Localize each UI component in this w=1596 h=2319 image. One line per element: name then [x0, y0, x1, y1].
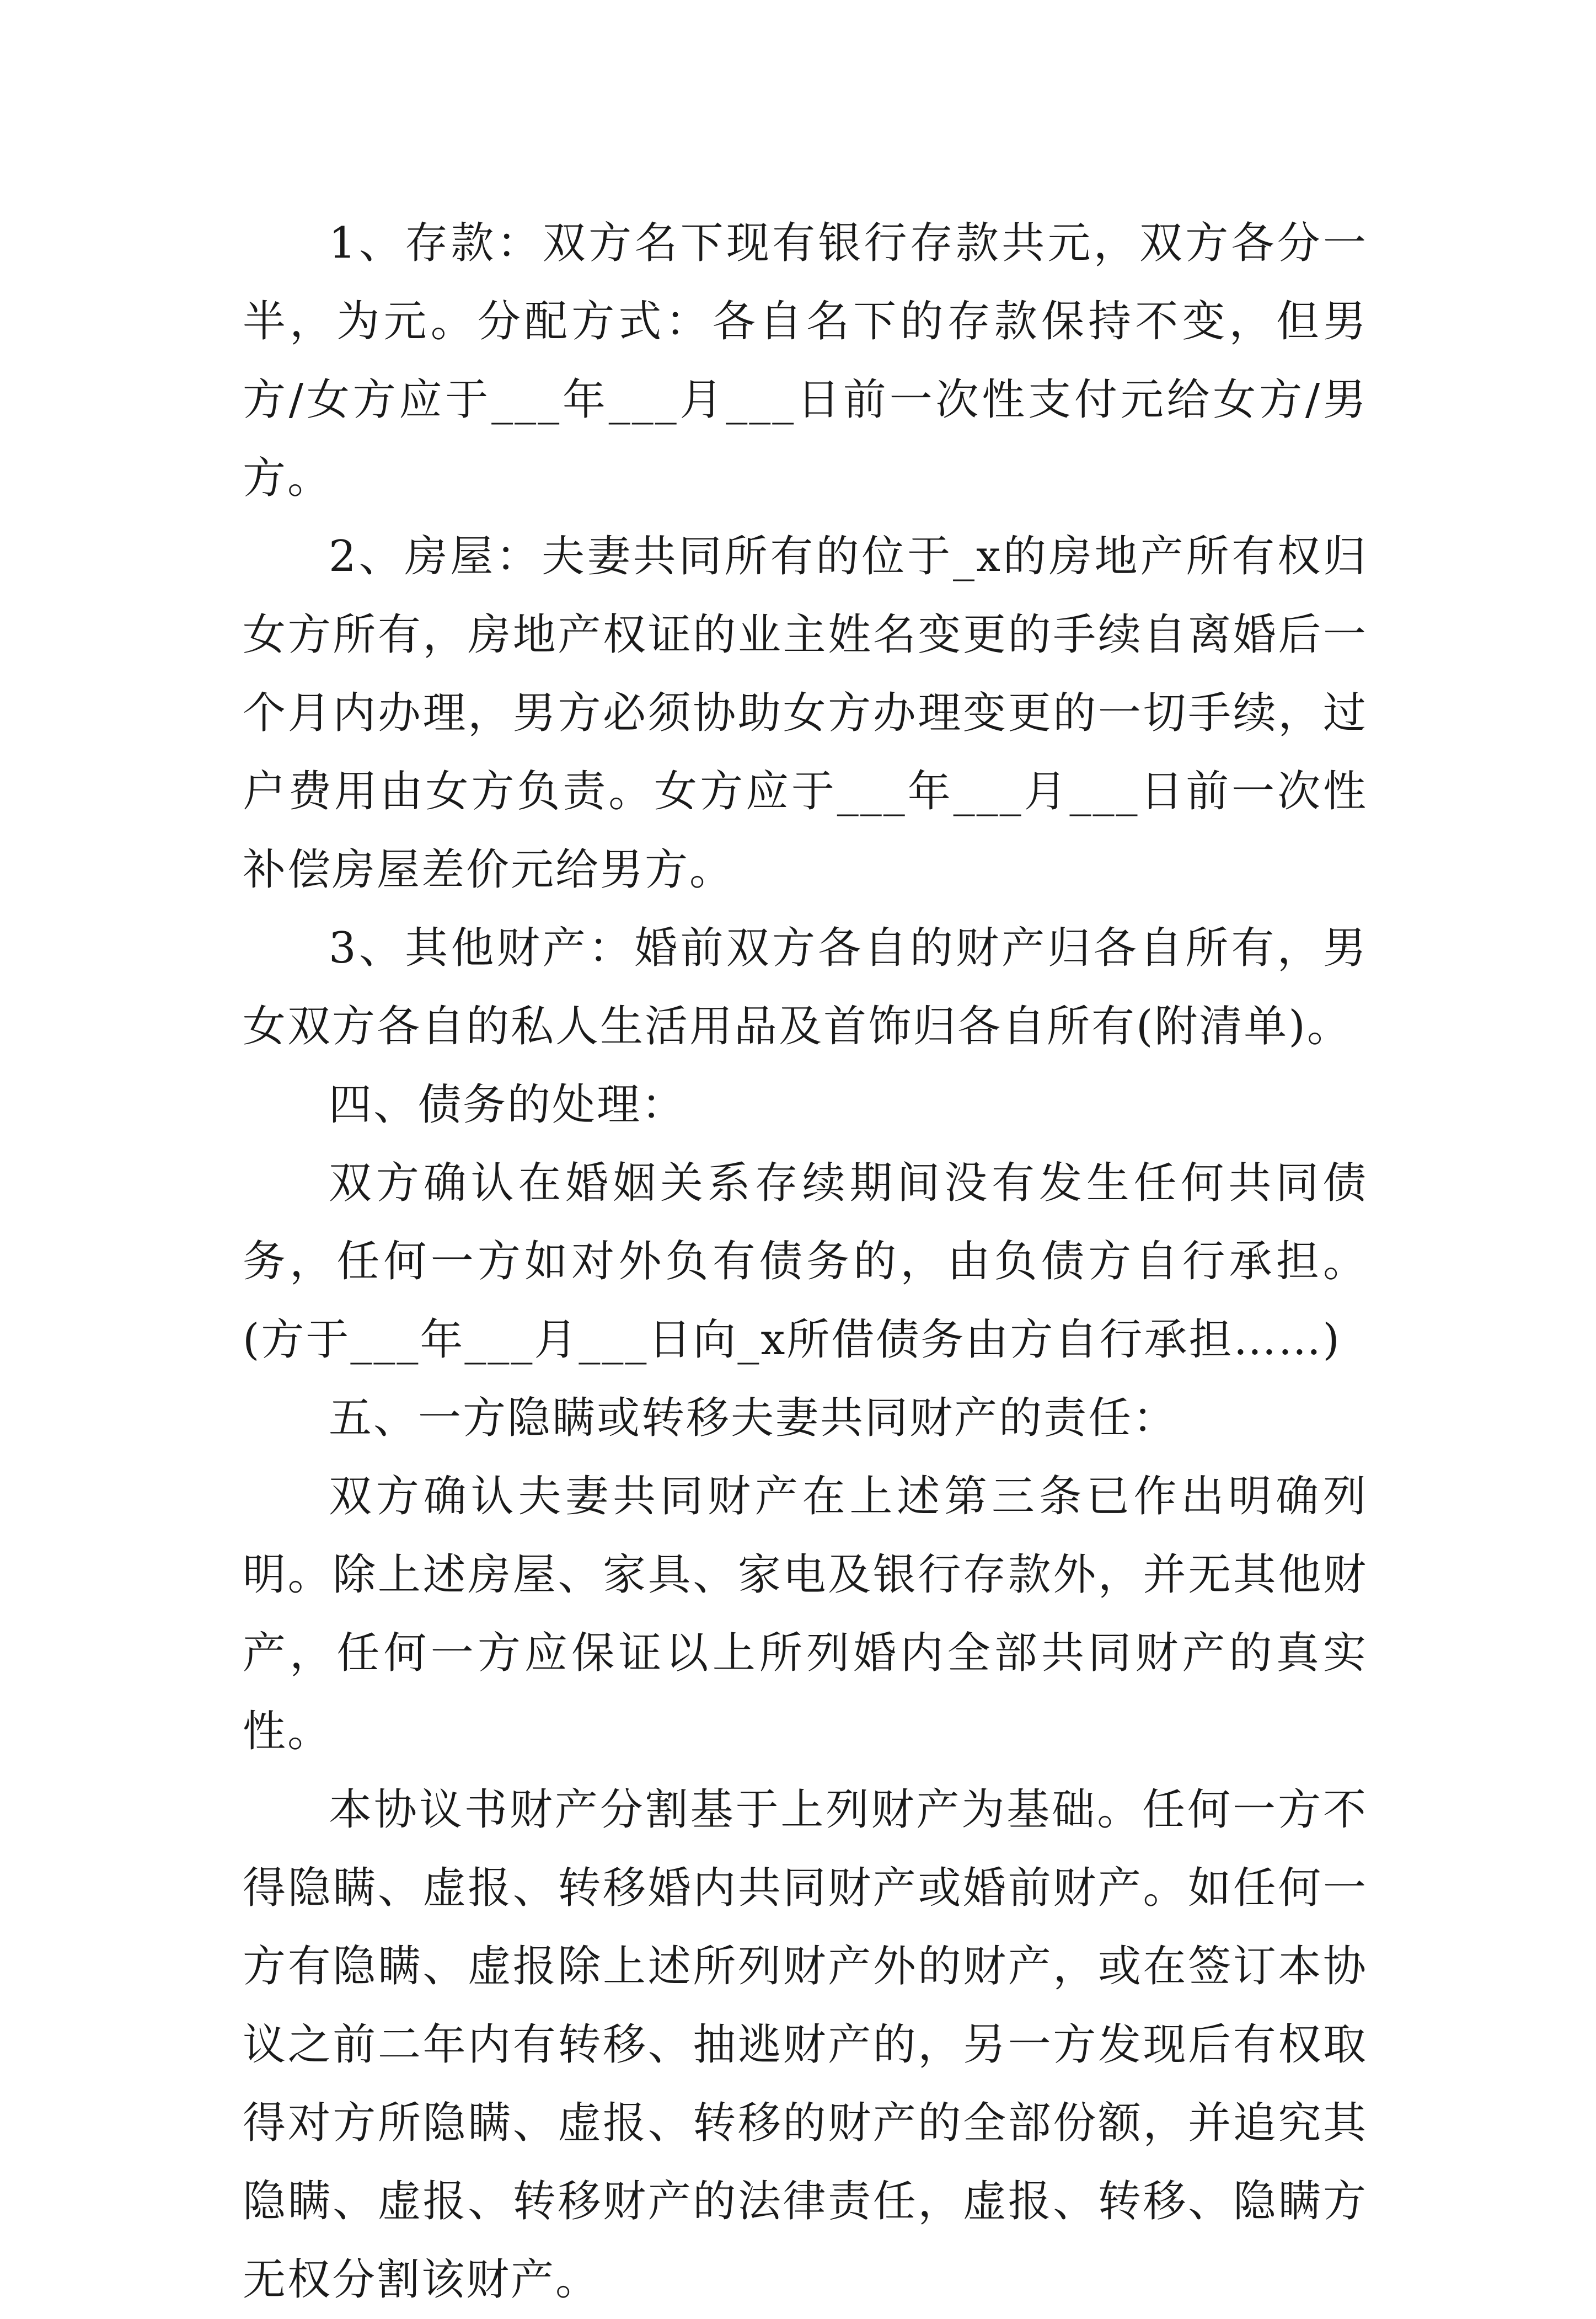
paragraph-house: 2、房屋：夫妻共同所有的位于_x的房地产所有权归女方所有，房地产权证的业主姓名变更的手续自离婚后一个月内办理，男方必须协助女方办理变更的一切手续，过户费用由女方负责。女方应于___年___月___日前一次性补偿房屋差价元给男方。 — [243, 532, 1368, 895]
document-page — [243, 204, 1368, 2319]
paragraph-other-property: 3、其他财产：婚前双方各自的财产归各自所有，男女双方各自的私人生活用品及首饰归各自所有(附清单)。 — [243, 923, 1368, 1051]
section-heading-concealment: 五、一方隐瞒或转移夫妻共同财产的责任： — [329, 1393, 1178, 1443]
section-heading-debt: 四、债务的处理： — [329, 1080, 687, 1130]
paragraph-property-confirmation: 双方确认夫妻共同财产在上述第三条已作出明确列明。除上述房屋、家具、家电及银行存款外，并无其他财产，任何一方应保证以上所列婚内全部共同财产的真实性。 — [243, 1472, 1368, 1756]
paragraph-debt: 双方确认在婚姻关系存续期间没有发生任何共同债务，任何一方如对外负有债务的，由负债方自行承担。(方于___年___月___日向_x所借债务由方自行承担……) — [243, 1158, 1368, 1365]
paragraph-deposit: 1、存款：双方名下现有银行存款共元，双方各分一半，为元。分配方式：各自名下的存款保持不变，但男方/女方应于___年___月___日前一次性支付元给女方/男方。 — [243, 218, 1368, 503]
paragraph-concealment-liability: 本协议书财产分割基于上列财产为基础。任何一方不得隐瞒、虚报、转移婚内共同财产或婚前财产。如任何一方有隐瞒、虚报除上述所列财产外的财产，或在签订本协议之前二年内有转移、抽逃财产的，另一方发现后有权取得对方所隐瞒、虚报、转移的财产的全部份额，并追究其隐瞒、虚报、转移财产的法律责任，虚报、转移、隐瞒方无权分割该财产。 — [243, 1785, 1368, 2305]
